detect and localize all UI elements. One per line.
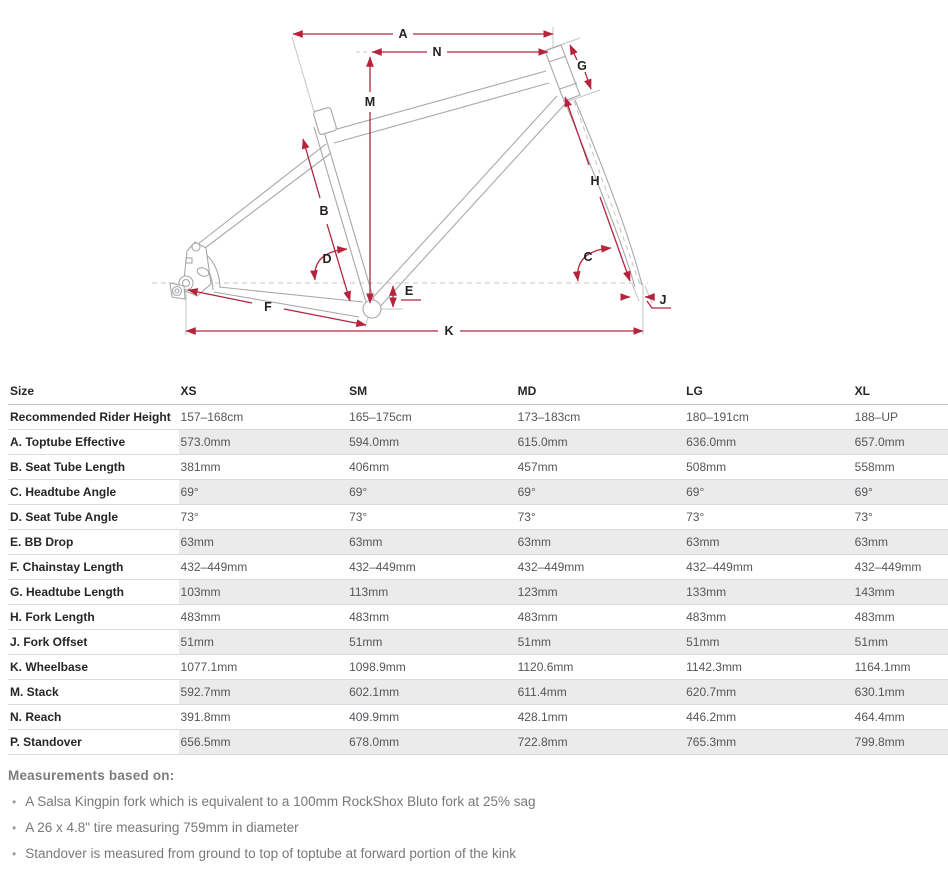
table-row (8, 654, 948, 679)
dimension-labels (264, 27, 666, 338)
cell: 446.2mm (684, 704, 853, 729)
row-label: N. Reach (8, 704, 179, 729)
cell: 73° (179, 504, 348, 529)
cell: 69° (347, 479, 516, 504)
table-row (8, 704, 948, 729)
cell: 409.9mm (347, 704, 516, 729)
cell: 573.0mm (179, 429, 348, 454)
note-text: A Salsa Kingpin fork which is equivalent to a 100mm RockShox Bluto fork at 25% sag (25, 793, 536, 809)
table-row (8, 429, 948, 454)
table-row (8, 479, 948, 504)
dim-label-c: C (583, 250, 593, 264)
cell: 636.0mm (684, 429, 853, 454)
cell: 63mm (853, 529, 948, 554)
table-row (8, 679, 948, 704)
row-label: B. Seat Tube Length (8, 454, 179, 479)
cell: 51mm (684, 629, 853, 654)
measurement-notes (8, 768, 948, 867)
cell: 432–449mm (179, 554, 348, 579)
cell: 143mm (853, 579, 948, 604)
cell: 51mm (179, 629, 348, 654)
cell: 630.1mm (853, 679, 948, 704)
cell: 1098.9mm (347, 654, 516, 679)
cell: 432–449mm (347, 554, 516, 579)
cell: 432–449mm (516, 554, 685, 579)
table-row (8, 554, 948, 579)
cell: 69° (684, 479, 853, 504)
table-row (8, 729, 948, 754)
row-label: G. Headtube Length (8, 579, 179, 604)
column-header-lg: LG (684, 378, 853, 404)
cell: 51mm (853, 629, 948, 654)
cell: 428.1mm (516, 704, 685, 729)
cell: 558mm (853, 454, 948, 479)
table-row (8, 504, 948, 529)
bullet-icon: • (12, 820, 17, 835)
cell: 165–175cm (347, 404, 516, 429)
table-row (8, 629, 948, 654)
row-label: E. BB Drop (8, 529, 179, 554)
cell: 51mm (347, 629, 516, 654)
note-item (8, 815, 948, 841)
dim-label-n: N (432, 45, 442, 59)
cell: 1077.1mm (179, 654, 348, 679)
cell: 173–183cm (516, 404, 685, 429)
row-label: F. Chainstay Length (8, 554, 179, 579)
note-item (8, 789, 948, 815)
cell: 69° (179, 479, 348, 504)
fork (566, 104, 635, 287)
frame-geometry-svg (0, 0, 948, 364)
cell: 483mm (853, 604, 948, 629)
reference-lines (152, 27, 652, 335)
row-label: Recommended Rider Height (8, 404, 179, 429)
cell: 457mm (516, 454, 685, 479)
dim-label-f: F (264, 300, 272, 314)
cell: 508mm (684, 454, 853, 479)
cell: 1164.1mm (853, 654, 948, 679)
geometry-table-body (8, 404, 948, 754)
row-label: C. Headtube Angle (8, 479, 179, 504)
notes-heading: Measurements based on: (8, 767, 175, 783)
cell: 123mm (516, 579, 685, 604)
cell: 73° (516, 504, 685, 529)
cell: 381mm (179, 454, 348, 479)
dim-label-h: H (590, 174, 600, 188)
cell: 69° (516, 479, 685, 504)
note-item (8, 841, 948, 867)
cell: 602.1mm (347, 679, 516, 704)
seat-collar (313, 107, 337, 135)
note-text: A 26 x 4.8" tire measuring 759mm in diameter (25, 819, 299, 835)
cell: 799.8mm (853, 729, 948, 754)
cell: 615.0mm (516, 429, 685, 454)
cell: 722.8mm (516, 729, 685, 754)
cell: 611.4mm (516, 679, 685, 704)
seat-tube (314, 127, 368, 309)
row-label: P. Standover (8, 729, 179, 754)
cell: 73° (853, 504, 948, 529)
row-label: H. Fork Length (8, 604, 179, 629)
cell: 1142.3mm (684, 654, 853, 679)
cell: 73° (684, 504, 853, 529)
bullet-icon: • (12, 846, 17, 861)
cell: 391.8mm (179, 704, 348, 729)
header-row (8, 378, 948, 404)
chainstay (219, 287, 363, 302)
cell: 657.0mm (853, 429, 948, 454)
cell: 594.0mm (347, 429, 516, 454)
cell: 592.7mm (179, 679, 348, 704)
cell: 103mm (179, 579, 348, 604)
cell: 483mm (684, 604, 853, 629)
column-header-sm: SM (347, 378, 516, 404)
row-label: J. Fork Offset (8, 629, 179, 654)
cell: 73° (347, 504, 516, 529)
cell: 483mm (516, 604, 685, 629)
cell: 180–191cm (684, 404, 853, 429)
dim-label-d: D (322, 252, 332, 266)
table-row (8, 454, 948, 479)
cell: 432–449mm (684, 554, 853, 579)
row-label: M. Stack (8, 679, 179, 704)
table-row (8, 529, 948, 554)
cell: 69° (853, 479, 948, 504)
table-row (8, 579, 948, 604)
frame-geometry-diagram (0, 0, 948, 364)
cell: 63mm (516, 529, 685, 554)
cell: 464.4mm (853, 704, 948, 729)
head-tube (545, 45, 580, 101)
note-text: Standover is measured from ground to top of toptube at forward portion of the kink (25, 845, 516, 861)
dim-label-g: G (577, 59, 587, 73)
frame-outline (170, 45, 642, 318)
notes-list (8, 789, 948, 867)
dim-label-b: B (319, 204, 329, 218)
cell: 133mm (684, 579, 853, 604)
cell: 188–UP (853, 404, 948, 429)
bullet-icon: • (12, 794, 17, 809)
column-header-xs: XS (179, 378, 348, 404)
cell: 483mm (347, 604, 516, 629)
cell: 483mm (179, 604, 348, 629)
cell: 620.7mm (684, 679, 853, 704)
top-tube (330, 71, 546, 131)
dim-label-e: E (404, 284, 414, 298)
cell: 656.5mm (179, 729, 348, 754)
cell: 765.3mm (684, 729, 853, 754)
dim-label-j: J (659, 293, 667, 307)
row-label: D. Seat Tube Angle (8, 504, 179, 529)
cell: 51mm (516, 629, 685, 654)
column-header-md: MD (516, 378, 685, 404)
cell: 113mm (347, 579, 516, 604)
seat-stay (198, 144, 329, 244)
dim-label-k: K (444, 324, 454, 338)
column-header-xl: XL (853, 378, 948, 404)
table-row (8, 404, 948, 429)
row-label: K. Wheelbase (8, 654, 179, 679)
bottom-bracket (363, 300, 381, 318)
dim-label-a: A (398, 27, 408, 41)
cell: 1120.6mm (516, 654, 685, 679)
row-label: A. Toptube Effective (8, 429, 179, 454)
cell: 63mm (684, 529, 853, 554)
cell: 406mm (347, 454, 516, 479)
cell: 63mm (179, 529, 348, 554)
table-row (8, 604, 948, 629)
cell: 157–168cm (179, 404, 348, 429)
column-header-size: Size (8, 378, 179, 404)
cell: 678.0mm (347, 729, 516, 754)
cell: 432–449mm (853, 554, 948, 579)
dim-label-m: M (364, 95, 376, 109)
down-tube (368, 96, 557, 303)
cell: 63mm (347, 529, 516, 554)
geometry-table (8, 378, 948, 755)
